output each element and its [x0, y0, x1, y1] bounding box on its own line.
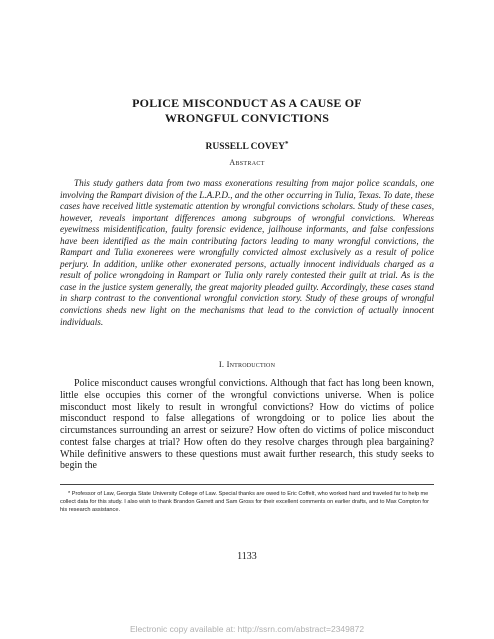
article-title	[60, 96, 434, 126]
section-title: Introduction	[226, 359, 276, 369]
abstract-text: This study gathers data from two mass exonerations resulting from major police scandals, one involving the Rampart division of the L.A.P.D., and the other occurring in Tulia, Texas. To date, these cases have received little systematic attention by wrongful convictions scholars. Study of these cases, however, reveals important differences among subgroups of wrongful convictions. Whereas eyewitness misidentification, faulty forensic evidence, jailhouse informants, and false confessions have been identified as the main contributing factors leading to many wrongful convictions, the Rampart and Tulia exonerees were wrongfully convicted almost exclusively as a result of police perjury. In addition, unlike other exonerated persons, actually innocent individuals charged as a result of police wrongdoing in Rampart or Tulia only rarely contested their guilt at trial. As is the case in the justice system generally, the great majority pleaded guilty. Accordingly, these cases stand in sharp contrast to the conventional wrongful conviction story. Study of these groups of wrongful convictions sheds new light on the mechanisms that lead to the conviction of actually innocent individuals.	[60, 178, 434, 327]
author-footnote-mark: *	[284, 140, 289, 148]
section-heading	[60, 359, 434, 369]
ssrn-footer-link[interactable]: Electronic copy available at: http://ssrn.com/abstract=2349872	[129, 624, 365, 634]
title-line-2: WRONGFUL CONVICTIONS	[164, 111, 330, 125]
author-name	[60, 138, 434, 153]
page-number: 1133	[237, 551, 257, 562]
title-line-1: POLICE MISCONDUCT AS A CAUSE OF	[132, 96, 362, 110]
author-footnote: * Professor of Law, Georgia State University College of Law. Special thanks are owed to Eric Coffelt, who worked hard and traveled far to help me collect data for this study. I also wish to thank Brandon Garrett and Sam Gross for their excellent comments on earlier drafts, and to Max Compton for his research assistance.	[60, 491, 429, 514]
author-text: RUSSELL COVEY	[205, 142, 285, 152]
abstract-heading: Abstract	[229, 158, 265, 167]
introduction-paragraph: Police misconduct causes wrongful convictions. Although that fact has long been known, little else occupies this corner of the wrongful convictions universe. When is police misconduct most likely to result in wrongful convictions? How do victims of police misconduct respond to false allegations of wrongdoing or to police lies about the circumstances surrounding an arrest or seizure? How often do victims of police misconduct contest false charges at trial? How often do they resolve charges through plea bargaining? While definitive answers to these questions must await further research, this study seeks to begin the	[60, 378, 434, 472]
footnote-divider	[60, 484, 434, 485]
section-number: I.	[218, 359, 225, 369]
